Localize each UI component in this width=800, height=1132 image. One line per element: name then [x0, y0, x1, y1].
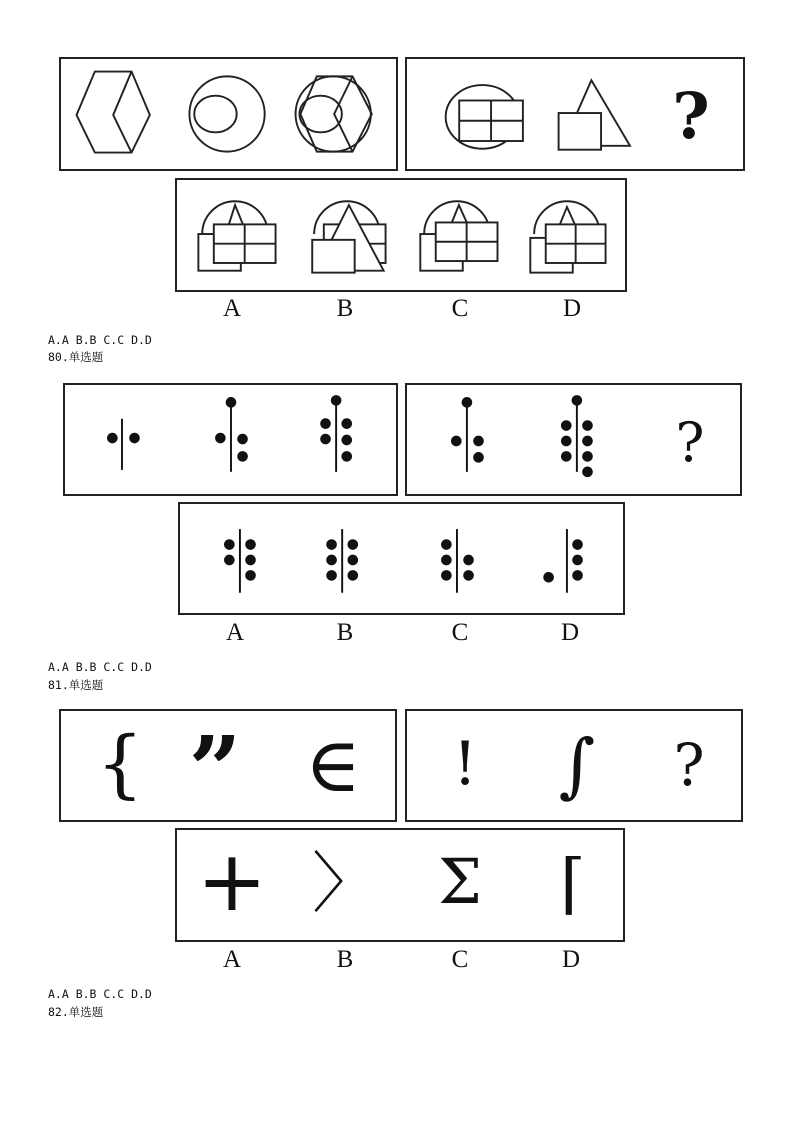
option-label-a: A — [222, 295, 242, 322]
block1-option-figures — [177, 180, 625, 290]
block1-right-panel — [405, 57, 745, 171]
question-mark: ? — [675, 411, 705, 474]
angle-bracket-symbol: 〉 — [312, 845, 378, 922]
combined-figure — [296, 76, 372, 151]
option-c-dots — [442, 529, 474, 593]
block2-left-figures — [65, 385, 396, 494]
option-b-dots — [327, 529, 358, 593]
circle-ellipse-figure — [189, 76, 264, 151]
question-mark: ? — [673, 731, 705, 799]
block2-option-figures — [180, 504, 623, 613]
option-label-a: A — [225, 619, 245, 646]
exclamation-symbol: ! — [452, 729, 478, 799]
plus-symbol: + — [196, 832, 268, 930]
option-d-dots — [544, 529, 583, 593]
question-label: 82.单选题 — [48, 1005, 104, 1019]
triangle-square-figure — [559, 80, 630, 149]
question-label: 80.单选题 — [48, 350, 104, 364]
option-b-figure — [312, 201, 385, 272]
option-a-figure — [198, 201, 275, 270]
dots-figure-5 — [561, 396, 592, 477]
sigma-symbol: Σ — [438, 845, 482, 918]
option-label-a: A — [222, 946, 242, 973]
hexagon-figure — [77, 72, 150, 153]
dots-figure-2 — [216, 398, 248, 472]
dots-figure-1 — [108, 419, 140, 470]
option-label-b: B — [336, 619, 354, 646]
option-label-b: B — [336, 295, 354, 322]
question-mark: ? — [672, 79, 710, 154]
option-label-d: D — [561, 946, 581, 973]
option-label-b: B — [336, 946, 354, 973]
quote-symbol: ” — [188, 716, 242, 824]
answer-options-line: A.A B.B C.C D.D — [48, 987, 152, 1001]
dots-figure-3 — [321, 396, 352, 472]
option-d-figure — [530, 201, 605, 272]
option-c-figure — [420, 201, 497, 270]
integral-symbol: ∫ — [558, 724, 596, 806]
brace-symbol: { — [96, 721, 144, 807]
option-label-c: C — [451, 295, 469, 322]
circle-grid-figure — [446, 85, 523, 149]
option-a-dots — [224, 529, 255, 593]
answer-options-line: A.A B.B C.C D.D — [48, 660, 152, 674]
ceiling-symbol: ⌈ — [560, 845, 586, 922]
block1-options-panel — [175, 178, 627, 292]
option-label-c: C — [451, 946, 469, 973]
block1-left-figures — [61, 59, 396, 169]
option-label-d: D — [560, 619, 580, 646]
block2-options-panel — [178, 502, 625, 615]
option-label-c: C — [451, 619, 469, 646]
block2-left-panel — [63, 383, 398, 496]
block2-right-panel — [405, 383, 742, 496]
option-label-d: D — [562, 295, 582, 322]
answer-options-line: A.A B.B C.C D.D — [48, 333, 152, 347]
question-label: 81.单选题 — [48, 678, 104, 692]
element-of-symbol: ∈ — [304, 720, 362, 809]
block1-left-panel — [59, 57, 398, 171]
dots-figure-4 — [451, 398, 483, 472]
